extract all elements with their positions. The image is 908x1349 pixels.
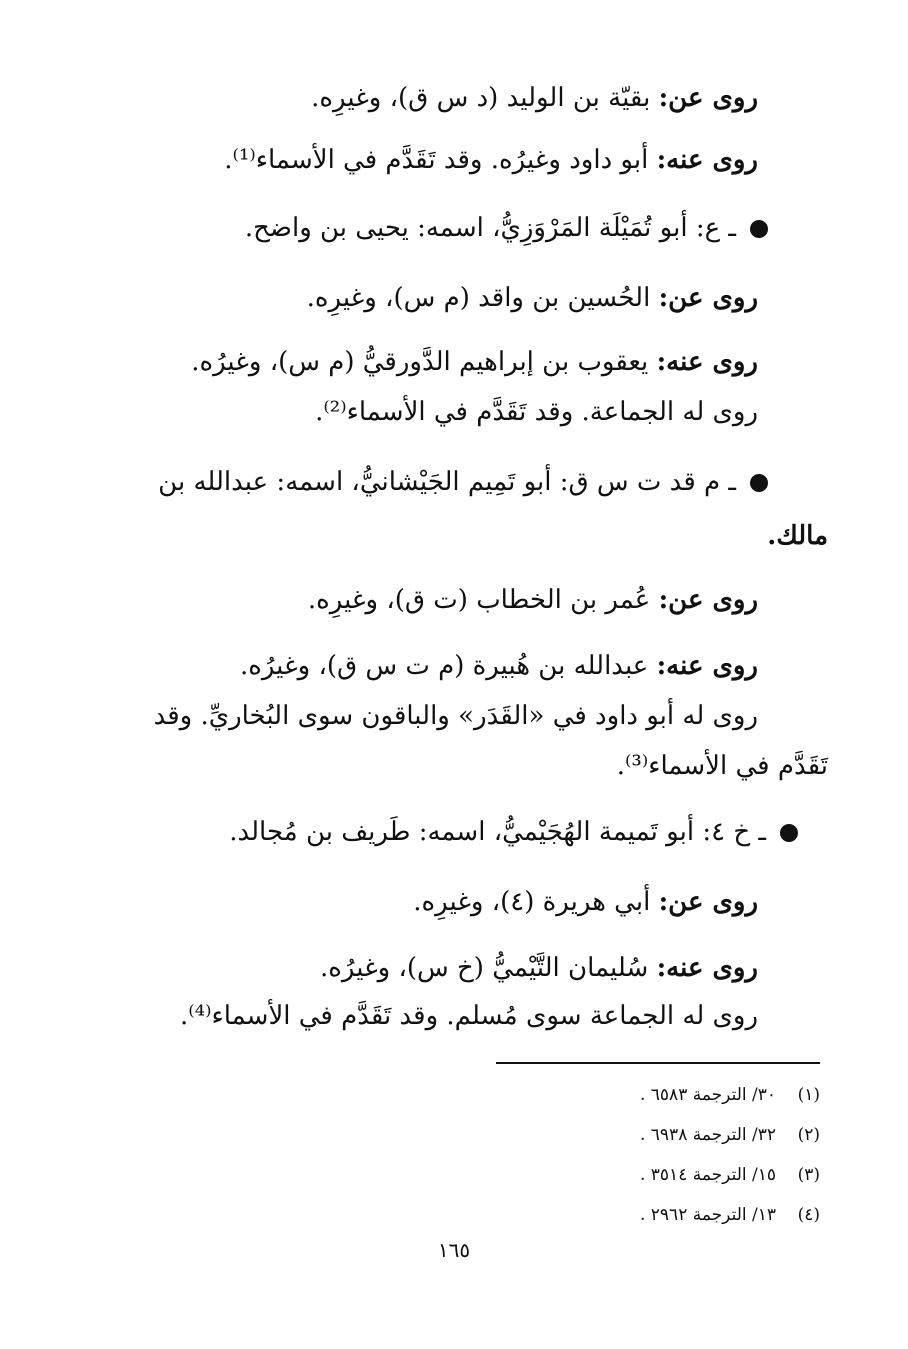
heading-text: ـ م قد ت س ق: أبو تَمِيم الجَيْشانيُّ، اسمه: عبدالله بن <box>158 467 736 497</box>
entry-2-note <box>80 392 758 432</box>
footnote-4 <box>300 1202 820 1228</box>
entry-2-riwaya-anhu <box>80 342 758 382</box>
entry-4-note <box>80 996 758 1036</box>
footnote-3 <box>300 1162 820 1188</box>
line-text: عُمر بن الخطاب (ت ق)، وغيرِه. <box>307 585 651 615</box>
footnote-number: (٤) <box>797 1205 820 1225</box>
bullet-icon <box>750 474 768 492</box>
footnote-number: (٣) <box>797 1165 820 1185</box>
label-riwaya-anhu: روى عنه: <box>656 347 758 377</box>
heading-text: مالك. <box>767 521 828 551</box>
label-riwaya-anhu: روى عنه: <box>656 651 758 681</box>
bullet-icon <box>750 220 768 238</box>
heading-text: ـ ع: أبو تُمَيْلَة المَرْوَزِيُّ، اسمه: يحيى بن واضح. <box>244 213 736 243</box>
footnote-1 <box>300 1082 820 1108</box>
line-text: أبي هريرة (٤)، وغيرِه. <box>413 887 651 917</box>
note-text: روى له أبو داود في «القَدَر» والباقون سوى البُخاريِّ. وقد <box>153 701 758 731</box>
entry-4-heading <box>80 812 798 852</box>
entry-3-heading-cont <box>80 516 828 556</box>
entry-3-heading <box>80 462 768 502</box>
page-number: ١٦٥ <box>437 1238 471 1262</box>
entry-4-riwaya-anhu <box>80 948 758 988</box>
entry-3-note-cont <box>80 746 828 786</box>
label-riwaya-anhu: روى عنه: <box>656 953 758 983</box>
note-text: تَقَدَّم في الأسماء⁽³⁾. <box>616 751 828 781</box>
line-text: سُليمان التَّيْميُّ (خ س)، وغيرُه. <box>319 953 649 983</box>
entry-3-riwaya-anhu <box>80 646 758 686</box>
entry-3-riwaya-an <box>80 580 758 620</box>
footnote-2 <box>300 1122 820 1148</box>
note-text: روى له الجماعة سوى مُسلم. وقد تَقَدَّم في الأسماء⁽⁴⁾. <box>180 1001 758 1031</box>
label-riwaya-an: روى عن: <box>658 283 758 313</box>
line-text: عبدالله بن هُبيرة (م ت س ق)، وغيرُه. <box>239 651 649 681</box>
entry-1-riwaya-anhu <box>80 140 758 180</box>
footnote-number: (١) <box>797 1085 820 1105</box>
footnote-text: ١٥/ الترجمة ٣٥١٤ . <box>639 1165 776 1185</box>
entry-4-riwaya-an <box>80 882 758 922</box>
line-text: الحُسين بن واقد (م س)، وغيرِه. <box>306 283 651 313</box>
label-riwaya-an: روى عن: <box>658 887 758 917</box>
entry-3-note <box>80 696 758 736</box>
entry-2-riwaya-an <box>80 278 758 318</box>
footnote-number: (٢) <box>797 1125 820 1145</box>
line-text: بقيّة بن الوليد (د س ق)، وغيرِه. <box>311 83 651 113</box>
line-text: أبو داود وغيرُه. وقد تَقَدَّم في الأسماء⁽¹⁾. <box>224 145 649 175</box>
heading-text: ـ خ ٤: أبو تَميمة الهُجَيْميُّ، اسمه: طَريف بن مُجالد. <box>229 817 766 847</box>
label-riwaya-an: روى عن: <box>658 585 758 615</box>
label-riwaya-an: روى عن: <box>658 83 758 113</box>
footnote-text: ١٣/ الترجمة ٢٩٦٢ . <box>639 1205 776 1225</box>
line-text: يعقوب بن إبراهيم الدَّورقيُّ (م س)، وغيرُه. <box>191 347 649 377</box>
bullet-icon <box>780 824 798 842</box>
footnote-divider <box>496 1062 820 1064</box>
entry-2-heading <box>80 208 768 248</box>
footnote-text: ٣٠/ الترجمة ٦٥٨٣ . <box>639 1085 776 1105</box>
note-text: روى له الجماعة. وقد تَقَدَّم في الأسماء⁽²⁾. <box>315 397 758 427</box>
footnote-text: ٣٢/ الترجمة ٦٩٣٨ . <box>639 1125 776 1145</box>
entry-1-riwaya-an <box>80 78 758 118</box>
label-riwaya-anhu: روى عنه: <box>656 145 758 175</box>
